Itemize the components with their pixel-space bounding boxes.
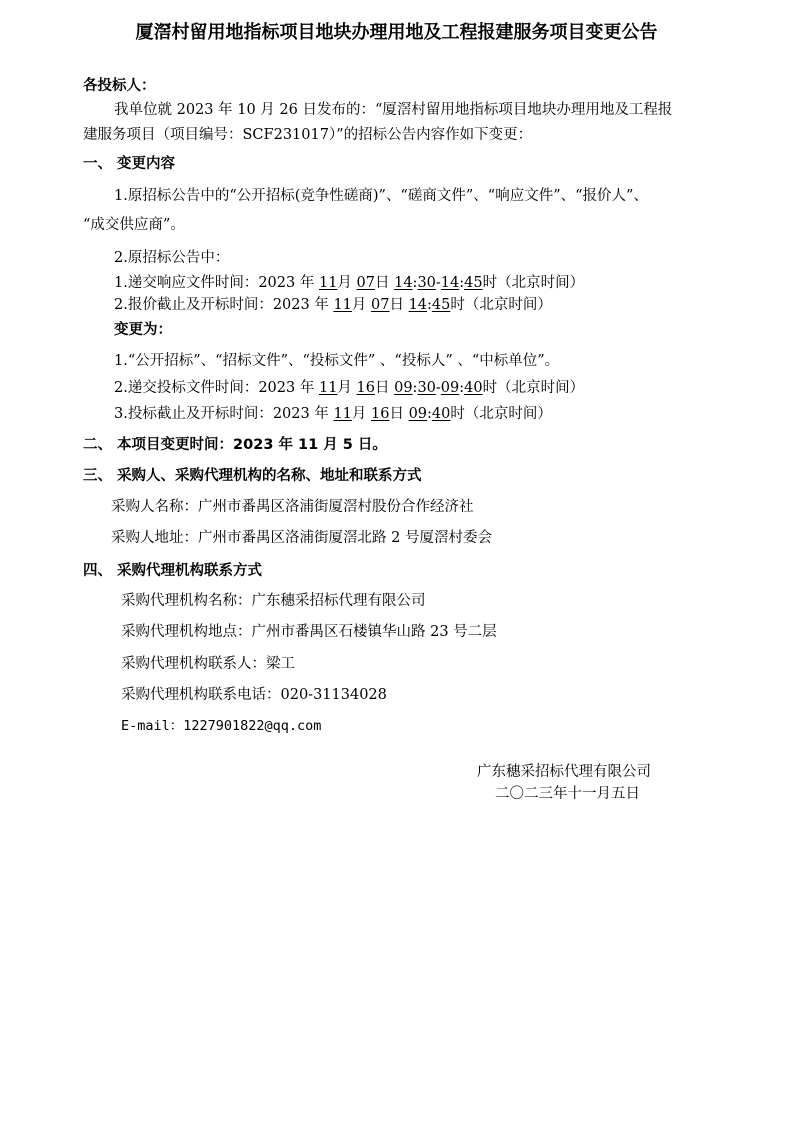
intro-line-2: 建服务项目（项目编号：SCF231017）”的招标公告内容作如下变更： — [83, 127, 533, 143]
agency-contact: 采购代理机构联系人：梁工 — [121, 656, 295, 672]
intro-line-1: 我单位就 2023 年 10 月 26 日发布的：“厦滘村留用地指标项目地块办理用地及工程报 — [114, 102, 673, 118]
new-terms: 1.“公开招标”、“招标文件”、“投标文件” 、“投标人” 、“中标单位”。 — [114, 353, 560, 369]
change-item-1-line-1: 1.原招标公告中的“公开招标(竞争性磋商)”、“磋商文件”、“响应文件”、“报价人”、 — [114, 188, 648, 204]
change-to-label: 变更为： — [114, 322, 172, 338]
section-2-heading: 二、 本项目变更时间：2023 年 11 月 5 日。 — [83, 437, 387, 453]
signature-date: 二〇二三年十一月五日 — [495, 786, 640, 802]
buyer-address: 采购人地址：广州市番禺区洛浦街厦滘北路 2 号厦滘村委会 — [111, 530, 492, 546]
change-item-1-line-2: “成交供应商”。 — [83, 217, 185, 233]
page-title: 厦滘村留用地指标项目地块办理用地及工程报建服务项目变更公告 — [135, 22, 658, 43]
old-deadline-time: 2.报价截止及开标时间：2023 年 11月 07日 14:45时（北京时间） — [114, 297, 552, 313]
change-item-2-intro: 2.原招标公告中： — [114, 250, 230, 266]
new-deadline-time: 3.投标截止及开标时间：2023 年 11月 16日 09:40时（北京时间） — [114, 406, 552, 422]
agency-address: 采购代理机构地点：广州市番禺区石楼镇华山路 23 号二层 — [121, 624, 497, 640]
buyer-name: 采购人名称：广州市番禺区洛浦街厦滘村股份合作经济社 — [111, 499, 474, 515]
new-submission-time: 2.递交投标文件时间：2023 年 11月 16日 09:30-09:40时（北京时间） — [114, 380, 585, 396]
greeting: 各投标人： — [83, 78, 156, 94]
agency-name: 采购代理机构名称：广东穗采招标代理有限公司 — [121, 593, 426, 609]
agency-email: E-mail：1227901822@qq.com — [121, 718, 322, 734]
agency-phone: 采购代理机构联系电话：020-31134028 — [121, 687, 387, 703]
signature-company: 广东穗采招标代理有限公司 — [477, 764, 651, 780]
section-1-heading: 一、 变更内容 — [83, 156, 176, 172]
old-submission-time: 1.递交响应文件时间：2023 年 11月 07日 14:30-14:45时（北京时间） — [114, 275, 585, 291]
section-4-heading: 四、 采购代理机构联系方式 — [83, 563, 263, 579]
section-3-heading: 三、 采购人、采购代理机构的名称、地址和联系方式 — [83, 468, 422, 484]
